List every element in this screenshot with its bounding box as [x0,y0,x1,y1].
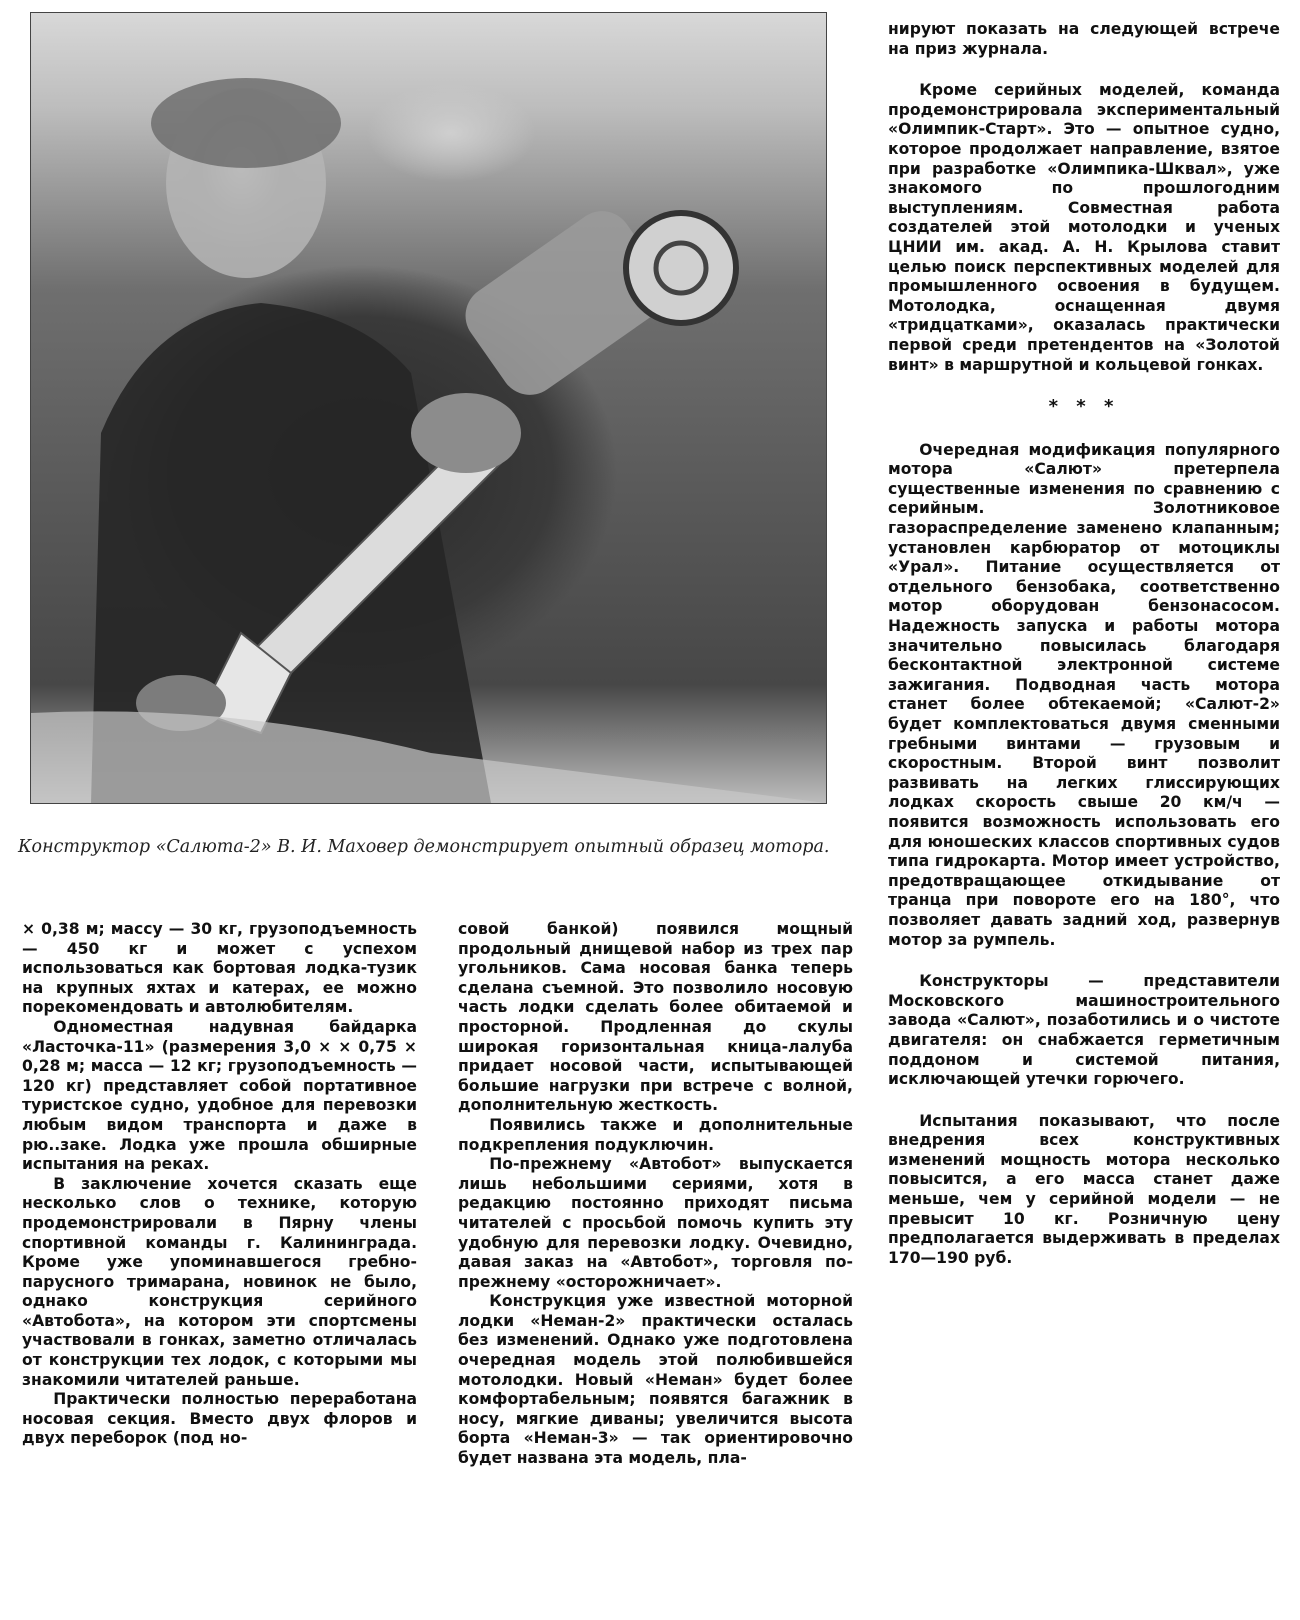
paragraph: Конструкция уже известной моторной лодки «Неман-2» практически осталась без изменений. Однако уже подготовлена очередная модель этой полюбившейся мотолодки. Новый «Неман» будет более комфортабельным; появятся багажник в носу, мягкие диваны; увеличится высота борта «Неман-3» — так ориентировочно будет названа эта модель, пла- [458,1292,853,1468]
paragraph: совой банкой) появился мощный продольный днищевой набор из трех пар угольников. Сама носовая банка теперь сделана съемной. Это позволило носовую часть лодки сделать более обитаемой и просторной. Продленная до скулы широкая горизонтальная кница-лалуба придает носовой части, испытывающей большие нагрузки при встрече с волной, дополнительную жесткость. [458,920,853,1115]
paragraph: Конструкторы — представители Московского машиностроительного завода «Салют», позаботились и о чистоте двигателя: он снабжается герметичным поддоном и системой питания, исключающей утечки горючего. [888,972,1280,1089]
paragraph: Очередная модификация популярного мотора «Салют» претерпела существенные изменения по сравнению с серийным. Золотниковое газораспределение заменено клапанным; установлен карбюратор от мотоциклы «Урал». Питание осуществляется от отдельного бензобака, соответственно мотор оборудован бензонасосом. Надежность запуска и работы мотора значительно повысилась благодаря бесконтактной электронной системе зажигания. Подводная часть мотора станет более обтекаемой; «Салют-2» будет комплектоваться двумя сменными гребными винтами — грузовым и скоростным. Второй винт позволит развивать на легких глиссирующих лодках скорость свыше 20 км/ч — появится возможность использовать его для юношеских классов спортивных судов типа гидрокарта. Мотор имеет устройство, предотвращающее откидывание от транца при повороте его на 180°, что позволяет давать задний ход, развернув мотор за румпель. [888,440,1280,949]
section-divider: * * * [1048,396,1120,418]
paragraph: В заключение хочется сказать еще несколько слов о технике, которую продемонстрировали в Пярну члены спортивной команды г. Калининграда. Кроме уже упоминавшегося гребно-парусного тримарана, новинок не было, однако конструкция серийного «Автобота», на котором эти спортсмены участвовали в гонках, заметно отличалась от конструкции тех лодок, с которыми мы знакомили читателей раньше. [22,1174,417,1389]
photo-man-with-outboard-motor-icon [31,13,826,803]
column-1 [22,920,417,1449]
paragraph: Кроме серийных моделей, команда продемонстрировала экспериментальный «Олимпик-Старт». Это — опытное судно, которое продолжает направление, взятое при разработке «Олимпика-Шквал», уже знакомого по прошлогодним выступлениям. Совместная работа создателей этой мотолодки и ученых ЦНИИ им. акад. А. Н. Крылова ставит целью поиск перспективных моделей для промышленного освоения в будущем. Мотолодка, оснащенная двумя «тридцатками», оказалась практически первой среди претендентов на «Золотой винт» в маршрутной и кольцевой гонках. [888,81,1280,374]
paragraph: Испытания показывают, что после внедрения всех конструктивных изменений мощность мотора несколько повысится, а его масса станет даже меньше, чем у серийной модели — не превысит 10 кг. Розничную цену предполагается выдерживать в пределах 170—190 руб. [888,1111,1280,1267]
photo-caption: Конструктор «Салюта-2» В. И. Маховер демонстрирует опытный образец мотора. [18,837,830,857]
paragraph: нируют показать на следующей встрече на приз журнала. [888,20,1280,58]
paragraph: Появились также и дополнительные подкрепления подуключин. [458,1115,853,1154]
photo [30,12,827,804]
paragraph: × 0,38 м; массу — 30 кг, грузоподъемность — 450 кг и может с успехом использоваться как бортовая лодка-тузик на крупных яхтах и катерах, ее можно порекомендовать и автолюбителям. [22,920,417,1017]
paragraph: По-прежнему «Автобот» выпускается лишь небольшими сериями, хотя в редакцию постоянно приходят письма читателей с просьбой помочь купить эту удобную для перевозки лодку. Очевидно, давая заказ на «Автобот», торговля по-прежнему «осторожничает». [458,1155,853,1291]
paragraph: Практически полностью переработана носовая секция. Вместо двух флоров и двух переборок (под но- [22,1390,417,1448]
column-2 [458,920,853,1469]
paragraph: Одноместная надувная байдарка «Ласточка-11» (размерения 3,0 × × 0,75 × 0,28 м; масса — 12 кг; грузоподъемность — 120 кг) представляет собой портативное туристское судно, удобное для перевозки любым видом транспорта и даже в рю..заке. Лодка уже прошла обширные испытания на реках. [22,1017,417,1174]
column-3 [888,20,1280,1268]
